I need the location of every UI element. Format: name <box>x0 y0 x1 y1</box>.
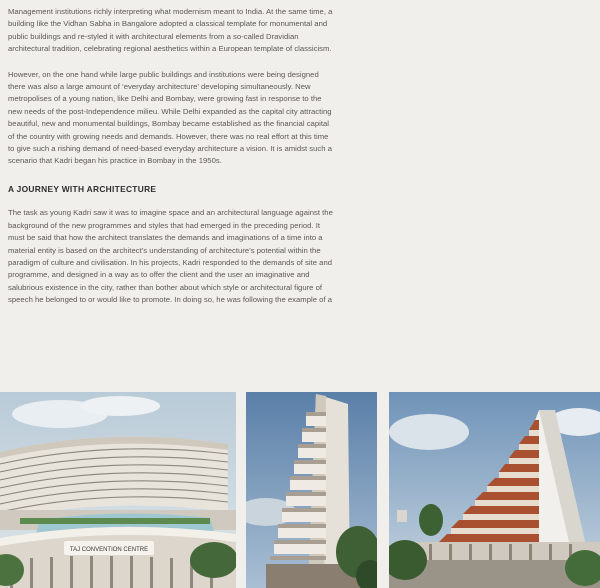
article-text-column <box>8 6 336 307</box>
paragraph-modernism: Management institutions richly interpreting what modernism meant to India. At the same time, a building like the Vidhan Sabha in Bangalore adopted a classical template for monumental and public buildings and re-styled it with architectural elements from a so-called Dravidian architectural tradition, celebrating regional aesthetics within a European template of classicism. <box>8 7 333 54</box>
photo-ziggurat-building <box>389 392 600 588</box>
convention-centre-sign: TAJ CONVENTION CENTRE <box>69 547 149 553</box>
photo-hotel-convention-centre <box>0 392 236 588</box>
photo-stepped-tower <box>246 392 377 588</box>
paragraph-journey: The task as young Kadri saw it was to imagine space and an architectural language against the background of the new programmes and styles that had emerged in the preceding period. It must be said that how the architect translates the demands and imaginations of a time into a material entity is based on the architect’s understanding of architecture’s potential within the paradigm of culture and civilisation. In his projects, Kadri responded to the demands of site and programme, and designed in a way as to offer the client and the user an imaginative and salubrious existence in the city, rather than bother about which style or architectural figure of speech he belonged to or would like to promote. In doing so, he was following the example of a <box>8 208 333 305</box>
section-heading: A JOURNEY WITH ARCHITECTURE <box>8 183 157 194</box>
paragraph-everyday-architecture: However, on the one hand while large public buildings and institutions were being designed there was also a large amount of ‘everyday architecture’ developing simultaneously. New metropolises of a young nation, like Delhi and Bombay, were growing fast in response to the new needs of the post-Independence milieu. While Delhi expanded as the capital city attracting beautiful, new and monumental buildings, Bombay became established as the financial capital of the country with growing needs and demands. However, there was no real effort at this time to give such a rishing demand of need-based everyday architecture a vision. It is amidst such a scenario that Kadri began his practice in Bombay in the 1950s. <box>8 69 332 166</box>
